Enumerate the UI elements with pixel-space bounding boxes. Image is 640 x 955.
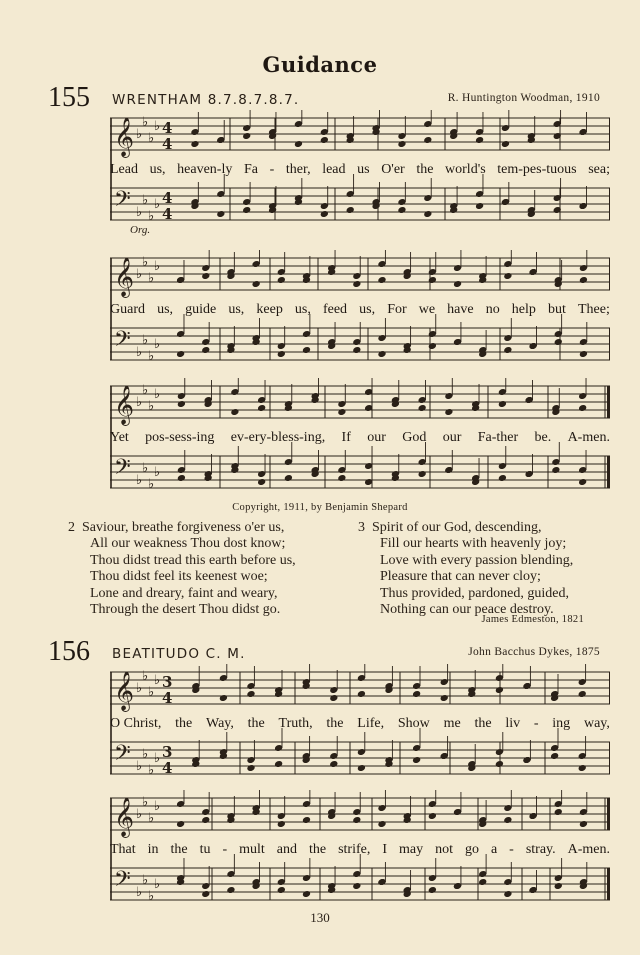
lyric-syllable: Yet — [110, 430, 129, 445]
note-head — [277, 350, 286, 358]
flat-icon: ♭ — [136, 807, 143, 822]
lyric-syllable: not — [435, 842, 453, 857]
note-head — [352, 280, 361, 288]
note-head — [352, 346, 361, 354]
time-signature: 3 — [162, 743, 173, 761]
flat-icon: ♭ — [154, 259, 161, 274]
lyric-syllable: in — [147, 842, 159, 857]
flat-icon: ♭ — [148, 131, 155, 146]
flat-icon: ♭ — [154, 119, 161, 134]
accompaniment-label: Org. — [130, 224, 151, 236]
verse-2 — [68, 520, 328, 618]
verse-line: All our weakness Thou dost know; — [90, 536, 286, 552]
time-signature: 4 — [162, 759, 173, 777]
lyric-syllable: tu — [199, 842, 211, 857]
lyric-syllable: feed — [322, 302, 348, 317]
page-number: 130 — [310, 910, 330, 925]
flat-icon: ♭ — [136, 395, 143, 410]
flat-icon: ♭ — [148, 811, 155, 826]
verse-line: Love with every passion blending, — [380, 552, 574, 568]
note-head — [352, 882, 361, 890]
lyric-syllable: I — [382, 842, 388, 857]
note-head — [397, 140, 406, 148]
music-system — [110, 378, 610, 498]
note-head — [428, 276, 437, 284]
treble-clef-icon: 𝄞 — [114, 257, 135, 297]
tune-name: BEATITUDO C. M. — [112, 646, 246, 662]
note-head — [346, 206, 355, 214]
note-head — [357, 764, 366, 772]
note-head — [418, 404, 427, 412]
hymn-155-header — [48, 82, 600, 112]
flat-icon: ♭ — [142, 669, 149, 684]
lyrics-line — [110, 302, 610, 318]
note-head — [377, 276, 386, 284]
time-signature: 4 — [162, 689, 173, 707]
flat-icon: ♭ — [142, 747, 149, 762]
flat-icon: ♭ — [136, 681, 143, 696]
note-head — [444, 408, 453, 416]
note-head — [554, 808, 563, 816]
flat-icon: ♭ — [154, 387, 161, 402]
flat-icon: ♭ — [154, 673, 161, 688]
flat-icon: ♭ — [154, 465, 161, 480]
note-head — [320, 210, 329, 218]
lyric-syllable: If — [341, 430, 351, 445]
lyrics-line — [110, 716, 610, 732]
note-head — [294, 140, 303, 148]
note-head — [377, 820, 386, 828]
lyric-syllable: - — [533, 716, 539, 731]
lyric-syllable: the — [175, 716, 193, 731]
flat-icon: ♭ — [148, 889, 155, 904]
note-head — [242, 132, 251, 140]
note-head — [337, 474, 346, 482]
lyric-syllable: O Christ, — [110, 716, 162, 731]
lyric-syllable: our — [367, 430, 386, 445]
note-head — [578, 404, 587, 412]
verse-line: Thus provided, pardoned, guided, — [380, 585, 569, 601]
note-head — [478, 878, 487, 886]
time-signature: 3 — [162, 673, 173, 691]
lyrics-line — [110, 842, 610, 858]
time-signature: 4 — [162, 119, 173, 137]
lyric-syllable: we — [418, 302, 436, 317]
verse-line: Lone and dreary, faint and weary, — [90, 585, 278, 601]
hymn-number: 156 — [48, 636, 90, 667]
note-head — [352, 816, 361, 824]
note-head — [503, 346, 512, 354]
flat-icon: ♭ — [142, 461, 149, 476]
lyric-syllable: our — [442, 430, 462, 445]
treble-clef-icon: 𝄞 — [114, 385, 135, 425]
note-head — [498, 474, 507, 482]
bass-clef-icon: 𝄢 — [114, 187, 131, 217]
lyric-syllable: Life, — [357, 716, 385, 731]
lyric-syllable: ther, — [285, 162, 311, 177]
verse-number: 2 — [68, 520, 75, 535]
hymn-number: 155 — [48, 82, 90, 113]
flat-icon: ♭ — [142, 873, 149, 888]
flat-icon: ♭ — [148, 271, 155, 286]
note-head — [412, 690, 421, 698]
lyric-syllable: but — [548, 302, 566, 317]
note-head — [501, 140, 510, 148]
note-head — [428, 812, 437, 820]
flat-icon: ♭ — [142, 115, 149, 130]
note-head — [579, 820, 588, 828]
note-head — [177, 474, 186, 482]
note-head — [579, 350, 588, 358]
lyric-syllable: lead — [322, 162, 346, 177]
note-head — [495, 760, 504, 768]
lyric-syllable: the — [247, 716, 265, 731]
note-head — [219, 694, 228, 702]
note-head — [284, 474, 293, 482]
lyric-syllable: us, — [228, 302, 245, 317]
flat-icon: ♭ — [136, 885, 143, 900]
verse-line: Nothing can our peace destroy. — [380, 602, 554, 618]
lyric-syllable: - — [269, 162, 275, 177]
verse-line: Thou didst feel its keenest woe; — [90, 569, 268, 585]
lyrics-line — [110, 430, 610, 446]
flat-icon: ♭ — [136, 759, 143, 774]
lyric-syllable: us — [357, 162, 370, 177]
note-head — [337, 408, 346, 416]
note-head — [246, 764, 255, 772]
lyric-syllable: A-men. — [567, 842, 610, 857]
note-head — [277, 820, 286, 828]
note-head — [226, 886, 235, 894]
lyric-syllable: liv — [505, 716, 521, 731]
lyric-syllable: ing — [552, 716, 571, 731]
lyric-syllable: - — [222, 842, 228, 857]
note-head — [578, 478, 587, 486]
lyric-syllable: help — [511, 302, 536, 317]
lyric-syllable: and — [276, 842, 298, 857]
note-head — [201, 890, 210, 898]
music-system — [110, 110, 610, 236]
flat-icon: ♭ — [148, 399, 155, 414]
note-head — [277, 276, 286, 284]
lyric-syllable: pos-sess-ing — [145, 430, 215, 445]
lyric-syllable: mult — [239, 842, 265, 857]
flat-icon: ♭ — [148, 349, 155, 364]
treble-clef-icon: 𝄞 — [114, 671, 135, 711]
note-head — [257, 404, 266, 412]
section-title: Guidance — [262, 52, 378, 77]
note-head — [329, 694, 338, 702]
note-head — [216, 210, 225, 218]
lyric-syllable: the — [474, 716, 492, 731]
note-head — [412, 756, 421, 764]
flat-icon: ♭ — [142, 795, 149, 810]
lyric-syllable: Way, — [205, 716, 234, 731]
note-head — [357, 690, 366, 698]
note-head — [302, 816, 311, 824]
lyric-syllable: a — [490, 842, 498, 857]
lyric-syllable: - — [509, 842, 514, 857]
lyric-syllable: us, — [294, 302, 311, 317]
note-head — [428, 342, 437, 350]
verse-author: James Edmeston, 1821 — [481, 614, 584, 625]
music-system — [110, 250, 610, 370]
lyric-syllable: sea; — [588, 162, 610, 177]
note-head — [579, 276, 588, 284]
flat-icon: ♭ — [142, 193, 149, 208]
verse-3 — [358, 520, 618, 618]
note-head — [377, 350, 386, 358]
verse-line: 3 Spirit of our God, descending, — [358, 520, 542, 535]
note-head — [302, 346, 311, 354]
lyric-syllable: guide — [185, 302, 217, 317]
bass-clef-icon: 𝄢 — [114, 741, 131, 771]
lyric-syllable: world's — [445, 162, 486, 177]
note-head — [550, 752, 559, 760]
lyric-syllable: no — [485, 302, 500, 317]
note-head — [475, 136, 484, 144]
note-head — [578, 764, 587, 772]
flat-icon: ♭ — [148, 763, 155, 778]
lyric-syllable: be. — [534, 430, 552, 445]
note-head — [176, 820, 185, 828]
flat-icon: ♭ — [154, 799, 161, 814]
lyric-syllable: Fa — [243, 162, 258, 177]
lyric-syllable: Show — [397, 716, 430, 731]
lyric-syllable: stray. — [525, 842, 556, 857]
note-head — [201, 816, 210, 824]
lyric-syllable: me — [443, 716, 461, 731]
note-head — [176, 350, 185, 358]
note-head — [498, 400, 507, 408]
note-head — [503, 816, 512, 824]
note-head — [554, 882, 563, 890]
lyric-syllable: For — [387, 302, 407, 317]
lyric-syllable: go — [464, 842, 479, 857]
lyric-syllable: Truth, — [278, 716, 313, 731]
note-head — [503, 272, 512, 280]
note-head — [201, 272, 210, 280]
lyric-syllable: A-men. — [567, 430, 610, 445]
flat-icon: ♭ — [136, 127, 143, 142]
note-head — [302, 890, 311, 898]
flat-icon: ♭ — [142, 383, 149, 398]
copyright-notice: Copyright, 1911, by Benjamin Shepard — [232, 502, 408, 513]
flat-icon: ♭ — [136, 205, 143, 220]
music-system — [110, 790, 610, 910]
lyric-syllable: tem-pes-tuous — [497, 162, 577, 177]
time-signature: 4 — [162, 189, 173, 207]
flat-icon: ♭ — [148, 209, 155, 224]
note-head — [440, 694, 449, 702]
hymn-156-header — [48, 636, 600, 666]
flat-icon: ♭ — [154, 337, 161, 352]
note-head — [423, 136, 432, 144]
note-head — [246, 690, 255, 698]
note-head — [320, 136, 329, 144]
lyric-syllable: God — [402, 430, 427, 445]
lyric-syllable: strife, — [338, 842, 371, 857]
treble-clef-icon: 𝄞 — [114, 117, 135, 157]
music-system — [110, 664, 610, 779]
note-head — [423, 210, 432, 218]
lyric-syllable: the — [309, 842, 327, 857]
tune-name: WRENTHAM 8.7.8.7.8.7. — [112, 92, 300, 108]
time-signature: 4 — [162, 135, 173, 153]
flat-icon: ♭ — [148, 685, 155, 700]
verse-line: Pleasure that can never cloy; — [380, 569, 541, 585]
note-head — [177, 400, 186, 408]
note-head — [418, 470, 427, 478]
flat-icon: ♭ — [154, 877, 161, 892]
lyric-syllable: us, — [359, 302, 376, 317]
note-head — [230, 408, 239, 416]
bass-clef-icon: 𝄢 — [114, 867, 131, 897]
lyric-syllable: way, — [583, 716, 610, 731]
time-signature: 4 — [162, 205, 173, 223]
verse-number: 3 — [358, 520, 365, 535]
lyric-syllable: Fa-ther — [477, 430, 519, 445]
lyric-syllable: the — [416, 162, 434, 177]
flat-icon: ♭ — [136, 267, 143, 282]
bass-clef-icon: 𝄢 — [114, 327, 131, 357]
lyric-syllable: us, — [157, 302, 174, 317]
note-head — [252, 280, 261, 288]
treble-clef-icon: 𝄞 — [114, 797, 135, 837]
note-head — [453, 280, 462, 288]
note-head — [503, 890, 512, 898]
flat-icon: ♭ — [148, 477, 155, 492]
flat-icon: ♭ — [142, 333, 149, 348]
verse-line: Fill our hearts with heavenly joy; — [380, 536, 567, 552]
lyric-syllable: the — [326, 716, 344, 731]
lyric-syllable: Guard — [110, 302, 145, 317]
flat-icon: ♭ — [142, 255, 149, 270]
verse-line: Thou didst tread this earth before us, — [90, 552, 296, 568]
note-head — [428, 886, 437, 894]
lyric-syllable: O'er — [381, 162, 405, 177]
note-head — [551, 466, 560, 474]
lyric-syllable: heaven-ly — [177, 162, 233, 177]
note-head — [274, 760, 283, 768]
composer: R. Huntington Woodman, 1910 — [447, 92, 600, 104]
verse-line: Through the desert Thou didst go. — [90, 602, 281, 618]
lyric-syllable: keep — [256, 302, 283, 317]
lyric-syllable: Lead — [110, 162, 138, 177]
note-head — [277, 886, 286, 894]
bass-clef-icon: 𝄢 — [114, 455, 131, 485]
lyric-syllable: Thee; — [577, 302, 610, 317]
note-head — [329, 760, 338, 768]
note-head — [578, 690, 587, 698]
verse-line: 2 Saviour, breathe forgiveness o'er us, — [68, 520, 285, 535]
flat-icon: ♭ — [136, 473, 143, 488]
note-head — [475, 202, 484, 210]
note-head — [242, 206, 251, 214]
flat-icon: ♭ — [136, 345, 143, 360]
flat-icon: ♭ — [154, 197, 161, 212]
note-head — [554, 338, 563, 346]
lyric-syllable: have — [447, 302, 474, 317]
lyrics-line — [110, 162, 610, 178]
lyric-syllable: us, — [149, 162, 166, 177]
lyric-syllable: ev-ery-bless-ing, — [230, 430, 326, 445]
flat-icon: ♭ — [154, 751, 161, 766]
note-head — [495, 686, 504, 694]
note-head — [201, 346, 210, 354]
lyric-syllable: That — [110, 842, 136, 857]
lyric-syllable: may — [399, 842, 424, 857]
composer: John Bacchus Dykes, 1875 — [468, 646, 600, 658]
note-head — [397, 206, 406, 214]
note-head — [190, 140, 199, 148]
lyric-syllable: the — [170, 842, 188, 857]
note-head — [257, 478, 266, 486]
